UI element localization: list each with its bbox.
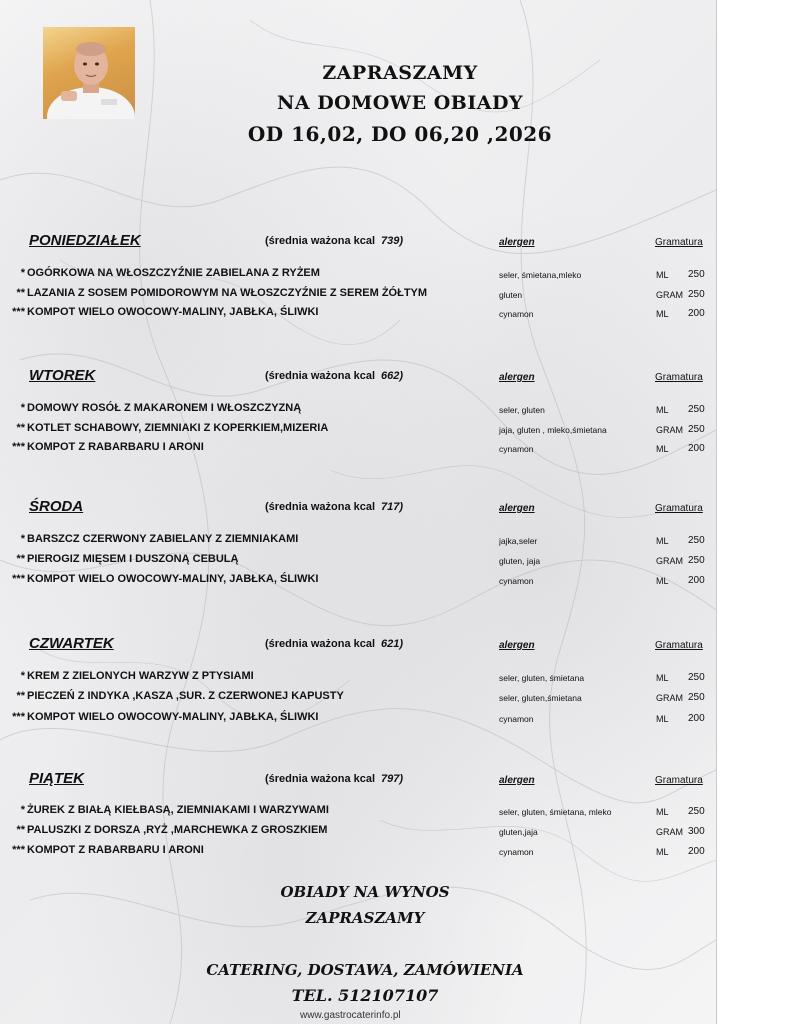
dish-stars: * bbox=[20, 402, 25, 414]
dish-name: KOMPOT WIELO OWOCOWY-MALINY, JABŁKA, ŚLIWKI bbox=[27, 306, 319, 318]
dish-quantity: 250 bbox=[688, 806, 705, 817]
dish-quantity: 250 bbox=[688, 555, 705, 566]
day-name: PIĄTEK bbox=[29, 770, 85, 787]
dish-stars: ** bbox=[16, 824, 25, 836]
gramatura-header: Gramatura bbox=[655, 503, 703, 514]
dish-allergen: gluten bbox=[499, 290, 523, 300]
page-edge bbox=[716, 0, 717, 1024]
dish-quantity: 200 bbox=[688, 713, 705, 724]
dish-allergen: cynamon bbox=[499, 309, 534, 319]
dish-name: DOMOWY ROSÓŁ Z MAKARONEM I WŁOSZCZYZNĄ bbox=[27, 402, 302, 414]
dish-row bbox=[5, 422, 328, 434]
dish-stars: * bbox=[20, 804, 25, 816]
dish-name: BARSZCZ CZERWONY ZABIELANY Z ZIEMNIAKAMI bbox=[27, 533, 299, 545]
dish-name: LAZANIA Z SOSEM POMIDOROWYM NA WŁOSZCZYŹNIE Z SEREM ŻÓŁTYM bbox=[27, 287, 428, 299]
allergen-header: alergen bbox=[499, 775, 535, 786]
kcal-info bbox=[265, 235, 403, 247]
dish-allergen: seler, gluten, śmietana bbox=[499, 673, 585, 683]
kcal-info bbox=[265, 370, 403, 382]
dish-stars: ** bbox=[16, 422, 25, 434]
kcal-label: (średnia ważona kcal bbox=[265, 638, 376, 650]
dish-name: KOMPOT Z RABARBARU I ARONI bbox=[27, 844, 204, 856]
dish-row bbox=[5, 690, 344, 702]
kcal-label: (średnia ważona kcal bbox=[265, 773, 376, 785]
dish-stars: * bbox=[20, 533, 25, 545]
kcal-info bbox=[265, 773, 403, 785]
dish-stars: *** bbox=[12, 441, 25, 453]
dish-allergen: jajka,seler bbox=[499, 536, 538, 546]
dish-quantity: 250 bbox=[688, 692, 705, 703]
gramatura-header: Gramatura bbox=[655, 775, 703, 786]
dish-stars: ** bbox=[16, 690, 25, 702]
dish-stars: *** bbox=[12, 306, 25, 318]
dish-name: PIEROGIZ MIĘSEM I DUSZONĄ CEBULĄ bbox=[27, 553, 239, 565]
dish-allergen: seler, gluten bbox=[499, 405, 545, 415]
kcal-value: 797) bbox=[381, 773, 404, 785]
dish-row bbox=[5, 306, 318, 318]
dish-quantity: 200 bbox=[688, 443, 705, 454]
day-name: PONIEDZIAŁEK bbox=[29, 232, 141, 249]
dish-allergen: cynamon bbox=[499, 847, 534, 857]
allergen-header: alergen bbox=[499, 372, 535, 383]
dish-name: OGÓRKOWA NA WŁOSZCZYŹNIE ZABIELANA Z RYŻEM bbox=[27, 267, 320, 279]
dish-unit: ML bbox=[656, 847, 669, 857]
dish-unit: ML bbox=[656, 714, 669, 724]
dish-name: PIECZEŃ Z INDYKA ,KASZA ,SUR. Z CZERWONEJ KAPUSTY bbox=[27, 690, 344, 702]
dish-name: KOMPOT WIELO OWOCOWY-MALINY, JABŁKA, ŚLIWKI bbox=[27, 573, 319, 585]
dish-row bbox=[5, 441, 204, 453]
dish-row bbox=[5, 287, 427, 299]
dish-stars: *** bbox=[12, 844, 25, 856]
dish-unit: GRAM bbox=[656, 290, 683, 300]
dish-unit: ML bbox=[656, 309, 669, 319]
dish-unit: GRAM bbox=[656, 556, 683, 566]
dish-allergen: cynamon bbox=[499, 576, 534, 586]
kcal-label: (średnia ważona kcal bbox=[265, 501, 376, 513]
chef-photo bbox=[43, 27, 135, 119]
gramatura-header: Gramatura bbox=[655, 237, 703, 248]
dish-unit: GRAM bbox=[656, 693, 683, 703]
dish-allergen: seler, śmietana,mleko bbox=[499, 270, 582, 280]
dish-quantity: 250 bbox=[688, 535, 705, 546]
dish-allergen: gluten,jaja bbox=[499, 827, 538, 837]
dish-allergen: seler, gluten,śmietana bbox=[499, 693, 582, 703]
dish-row bbox=[5, 844, 204, 856]
dish-quantity: 200 bbox=[688, 575, 705, 586]
dish-unit: ML bbox=[656, 270, 669, 280]
allergen-header: alergen bbox=[499, 237, 535, 248]
dish-name: KOMPOT WIELO OWOCOWY-MALINY, JABŁKA, ŚLIWKI bbox=[27, 711, 319, 723]
day-name: WTOREK bbox=[29, 367, 96, 384]
allergen-header: alergen bbox=[499, 640, 535, 651]
dish-row bbox=[5, 533, 298, 545]
dish-quantity: 250 bbox=[688, 424, 705, 435]
day-name: CZWARTEK bbox=[29, 635, 114, 652]
footer-invite: ZAPRASZAMY bbox=[305, 909, 425, 927]
dish-quantity: 250 bbox=[688, 269, 705, 280]
dish-name: KOMPOT Z RABARBARU I ARONI bbox=[27, 441, 204, 453]
dish-quantity: 250 bbox=[688, 289, 705, 300]
dish-unit: ML bbox=[656, 536, 669, 546]
dish-unit: ML bbox=[656, 444, 669, 454]
dish-stars: *** bbox=[12, 573, 25, 585]
website-link[interactable]: www.gastrocaterinfo.pl bbox=[300, 1010, 401, 1021]
dish-row bbox=[5, 573, 318, 585]
dish-name: PALUSZKI Z DORSZA ,RYŻ ,MARCHEWKA Z GROSZKIEM bbox=[27, 824, 328, 836]
dish-unit: ML bbox=[656, 673, 669, 683]
dish-unit: GRAM bbox=[656, 425, 683, 435]
kcal-info bbox=[265, 638, 403, 650]
footer-phone: TEL. 512107107 bbox=[291, 986, 439, 1005]
dish-quantity: 250 bbox=[688, 672, 705, 683]
dish-row bbox=[5, 267, 320, 279]
dish-stars: * bbox=[20, 670, 25, 682]
dish-quantity: 200 bbox=[688, 846, 705, 857]
dish-name: KREM Z ZIELONYCH WARZYW Z PTYSIAMI bbox=[27, 670, 254, 682]
dish-stars: *** bbox=[12, 711, 25, 723]
dish-name: KOTLET SCHABOWY, ZIEMNIAKI Z KOPERKIEM,MIZERIA bbox=[27, 422, 329, 434]
kcal-value: 662) bbox=[381, 370, 404, 382]
header-title-line1: ZAPRASZAMY bbox=[322, 62, 478, 84]
footer-takeaway: OBIADY NA WYNOS bbox=[280, 883, 450, 901]
header-date-range: OD 16,02, DO 06,20 ,2026 bbox=[247, 122, 553, 146]
dish-unit: GRAM bbox=[656, 827, 683, 837]
dish-allergen: cynamon bbox=[499, 714, 534, 724]
footer-services: CATERING, DOSTAWA, ZAMÓWIENIA bbox=[206, 961, 524, 979]
allergen-header: alergen bbox=[499, 503, 535, 514]
dish-name: ŻUREK Z BIAŁĄ KIEŁBASĄ, ZIEMNIAKAMI I WARZYWAMI bbox=[27, 804, 329, 816]
dish-unit: ML bbox=[656, 405, 669, 415]
dish-stars: ** bbox=[16, 287, 25, 299]
kcal-value: 739) bbox=[381, 235, 404, 247]
dish-quantity: 250 bbox=[688, 404, 705, 415]
dish-stars: * bbox=[20, 267, 25, 279]
dish-quantity: 200 bbox=[688, 308, 705, 319]
day-name: ŚRODA bbox=[29, 498, 84, 515]
dish-allergen: jaja, gluten , mleko,śmietana bbox=[499, 425, 607, 435]
header-title-line2: NA DOMOWE OBIADY bbox=[276, 92, 524, 114]
dish-row bbox=[5, 711, 318, 723]
kcal-info bbox=[265, 501, 403, 513]
gramatura-header: Gramatura bbox=[655, 372, 703, 383]
dish-allergen: gluten, jaja bbox=[499, 556, 541, 566]
dish-allergen: cynamon bbox=[499, 444, 534, 454]
dish-row bbox=[5, 804, 329, 816]
dish-unit: ML bbox=[656, 807, 669, 817]
dish-row bbox=[5, 402, 301, 414]
kcal-value: 717) bbox=[381, 501, 404, 513]
dish-quantity: 300 bbox=[688, 826, 705, 837]
dish-stars: ** bbox=[16, 553, 25, 565]
dish-row bbox=[5, 824, 327, 836]
kcal-label: (średnia ważona kcal bbox=[265, 370, 376, 382]
kcal-value: 621) bbox=[381, 638, 404, 650]
dish-row bbox=[5, 670, 254, 682]
dish-allergen: seler, gluten, śmietana, mleko bbox=[499, 807, 612, 817]
gramatura-header: Gramatura bbox=[655, 640, 703, 651]
dish-row bbox=[5, 553, 238, 565]
dish-unit: ML bbox=[656, 576, 669, 586]
kcal-label: (średnia ważona kcal bbox=[265, 235, 376, 247]
